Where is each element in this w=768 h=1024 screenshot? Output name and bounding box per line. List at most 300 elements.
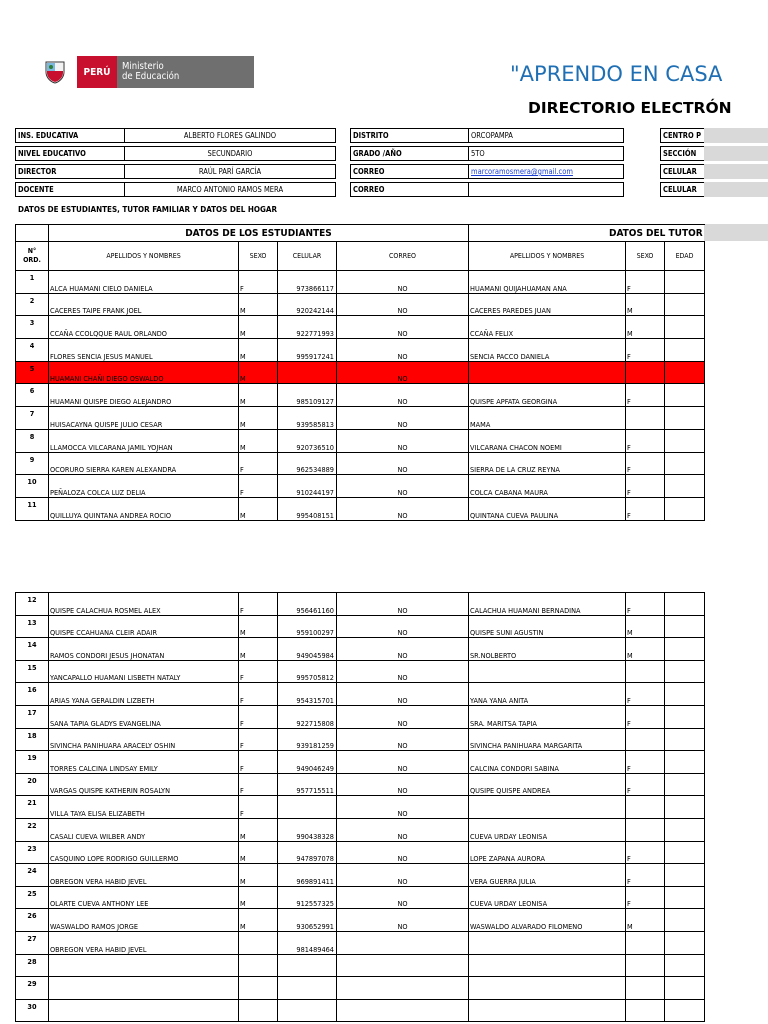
student-sex	[239, 977, 278, 1000]
tutor-age	[665, 705, 705, 728]
student-name: TORRES CALCINA LINDSAY EMILY	[49, 751, 239, 774]
student-email: NO	[337, 841, 469, 864]
tutor-age	[665, 796, 705, 819]
tutor-name	[469, 931, 626, 954]
table-row	[16, 683, 705, 706]
student-phone: 985109127	[278, 384, 337, 407]
student-name: CASALI CUEVA WILBER ANDY	[49, 818, 239, 841]
tutor-sex	[626, 796, 665, 819]
student-sex: M	[239, 638, 278, 661]
row-number: 6	[16, 384, 49, 407]
tutor-sex: F	[626, 683, 665, 706]
info-label: DIRECTOR	[15, 164, 125, 179]
tutor-age	[665, 475, 705, 498]
student-phone: 990438328	[278, 818, 337, 841]
student-phone: 922771993	[278, 316, 337, 339]
tutor-sex: F	[626, 864, 665, 887]
row-number: 2	[16, 293, 49, 316]
student-phone: 920242144	[278, 293, 337, 316]
students-table-continued	[15, 592, 705, 1022]
tutor-name: YANA YANA ANITA	[469, 683, 626, 706]
student-email: NO	[337, 339, 469, 362]
student-phone: 959100297	[278, 615, 337, 638]
row-number: 11	[16, 497, 49, 520]
tutor-sex: F	[626, 475, 665, 498]
tutor-name: QUINTANA CUEVA PAULINA	[469, 497, 626, 520]
info-label: NIVEL EDUCATIVO	[15, 146, 125, 161]
student-name: SIVINCHA PANIHUARA ARACELY OSHIN	[49, 728, 239, 751]
info-label: CENTRO P	[660, 128, 704, 143]
info-value: ALBERTO FLORES GALINDO	[124, 128, 336, 143]
student-name	[49, 999, 239, 1022]
table-row	[16, 705, 705, 728]
tutor-name: QUSIPE QUISPE ANDREA	[469, 773, 626, 796]
tutor-sex	[626, 931, 665, 954]
tutor-name: CCAÑA FELIX	[469, 316, 626, 339]
table-row	[16, 271, 705, 294]
tutor-age	[665, 339, 705, 362]
student-email: NO	[337, 818, 469, 841]
row-number: 18	[16, 728, 49, 751]
student-name: HUISACAYNA QUISPE JULIO CESAR	[49, 407, 239, 430]
tutor-name: VILCARANA CHACON NOEMI	[469, 429, 626, 452]
table-row	[16, 339, 705, 362]
tutor-age	[665, 864, 705, 887]
student-email: NO	[337, 271, 469, 294]
student-sex: M	[239, 316, 278, 339]
tutor-sex: M	[626, 316, 665, 339]
student-email: NO	[337, 773, 469, 796]
student-name: RAMOS CONDORI JESUS JHONATAN	[49, 638, 239, 661]
student-sex: M	[239, 841, 278, 864]
tutor-age	[665, 954, 705, 977]
student-phone: 995705812	[278, 660, 337, 683]
minedu-logo	[33, 56, 254, 88]
tutor-age	[665, 931, 705, 954]
student-phone: 962534889	[278, 452, 337, 475]
student-phone	[278, 977, 337, 1000]
tutor-sex: F	[626, 593, 665, 616]
row-number: 29	[16, 977, 49, 1000]
student-email: NO	[337, 683, 469, 706]
students-table	[15, 224, 705, 521]
student-phone: 912557325	[278, 886, 337, 909]
student-phone: 981489464	[278, 931, 337, 954]
row-number: 3	[16, 316, 49, 339]
student-name: CACERES TAIPE FRANK JOEL	[49, 293, 239, 316]
student-sex: F	[239, 705, 278, 728]
table-row	[16, 796, 705, 819]
table-row	[16, 384, 705, 407]
info-label: GRADO /AÑO	[350, 146, 469, 161]
table-row	[16, 497, 705, 520]
shield-icon	[33, 56, 77, 88]
tutor-age	[665, 683, 705, 706]
table-row	[16, 818, 705, 841]
row-number: 20	[16, 773, 49, 796]
row-number: 13	[16, 615, 49, 638]
tutor-name: VERA GUERRA JULIA	[469, 864, 626, 887]
tutor-name	[469, 954, 626, 977]
student-email: NO	[337, 497, 469, 520]
student-phone: 922715808	[278, 705, 337, 728]
row-number: 27	[16, 931, 49, 954]
tutor-age	[665, 407, 705, 430]
tutor-sex: F	[626, 705, 665, 728]
col-header-sex: SEXO	[239, 242, 278, 271]
student-phone: 939181259	[278, 728, 337, 751]
info-value: 5TO	[468, 146, 624, 161]
student-sex: M	[239, 497, 278, 520]
tutor-name	[469, 999, 626, 1022]
tutor-name	[469, 796, 626, 819]
row-number: 21	[16, 796, 49, 819]
row-number: 23	[16, 841, 49, 864]
tutor-sex: M	[626, 293, 665, 316]
row-number: 14	[16, 638, 49, 661]
student-sex: M	[239, 293, 278, 316]
info-value: MARCO ANTONIO RAMOS MERA	[124, 182, 336, 197]
student-email	[337, 977, 469, 1000]
student-name: WASWALDO RAMOS JORGE	[49, 909, 239, 932]
student-phone: 930652991	[278, 909, 337, 932]
tutor-name: SENCIA PACCO DANIELA	[469, 339, 626, 362]
info-label: CELULAR	[660, 164, 704, 179]
student-phone: 939585813	[278, 407, 337, 430]
tutor-sex: F	[626, 751, 665, 774]
col-header-tutor-age: EDAD	[665, 242, 705, 271]
student-name: VARGAS QUISPE KATHERIN ROSALYN	[49, 773, 239, 796]
student-name: QUISPE CCAHUANA CLEIR ADAIR	[49, 615, 239, 638]
info-label: DISTRITO	[350, 128, 469, 143]
row-number: 17	[16, 705, 49, 728]
student-sex: M	[239, 818, 278, 841]
grey-cell	[704, 182, 768, 197]
student-sex: M	[239, 339, 278, 362]
student-name: QUISPE CALACHUA ROSMEL ALEX	[49, 593, 239, 616]
table-row	[16, 728, 705, 751]
student-name	[49, 954, 239, 977]
table-row	[16, 773, 705, 796]
student-phone: 956461160	[278, 593, 337, 616]
student-email: NO	[337, 705, 469, 728]
row-number: 28	[16, 954, 49, 977]
student-name: CASQUINO LOPE RODRIGO GUILLERMO	[49, 841, 239, 864]
student-phone: 949046249	[278, 751, 337, 774]
student-sex: M	[239, 909, 278, 932]
tutor-age	[665, 638, 705, 661]
tutor-age	[665, 593, 705, 616]
tutor-name: COLCA CABANA MAURA	[469, 475, 626, 498]
student-name: PEÑALOZA COLCA LUZ DELIA	[49, 475, 239, 498]
tutor-name: CUEVA URDAY LEONISA	[469, 886, 626, 909]
ministry-line-1: Ministerio	[122, 61, 164, 72]
page-subtitle: DIRECTORIO ELECTRÓN	[528, 99, 732, 117]
student-email: NO	[337, 751, 469, 774]
student-email: NO	[337, 475, 469, 498]
col-header-email: CORREO	[337, 242, 469, 271]
table-row	[16, 407, 705, 430]
row-number: 30	[16, 999, 49, 1022]
student-sex	[239, 931, 278, 954]
section-title: DATOS DE ESTUDIANTES, TUTOR FAMILIAR Y DATOS DEL HOGAR	[18, 205, 278, 214]
info-label: INS. EDUCATIVA	[15, 128, 125, 143]
tutor-age	[665, 615, 705, 638]
tutor-age	[665, 497, 705, 520]
student-phone: 910244197	[278, 475, 337, 498]
tutor-name: CALACHUA HUAMANI BERNADINA	[469, 593, 626, 616]
student-phone: 995917241	[278, 339, 337, 362]
student-name: SANA TAPIA GLADYS EVANGELINA	[49, 705, 239, 728]
student-name: YANCAPALLO HUAMANI LISBETH NATALY	[49, 660, 239, 683]
student-email: NO	[337, 429, 469, 452]
tutor-sex: F	[626, 271, 665, 294]
table-row	[16, 751, 705, 774]
tutor-age	[665, 909, 705, 932]
student-name: ARIAS YANA GERALDIN LIZBETH	[49, 683, 239, 706]
tutor-name	[469, 977, 626, 1000]
tutor-age	[665, 977, 705, 1000]
tutor-name: CACERES PAREDES JUAN	[469, 293, 626, 316]
tutor-name: WASWALDO ALVARADO FILOMENO	[469, 909, 626, 932]
student-name: LLAMOCCA VILCARANA JAMIL YOJHAN	[49, 429, 239, 452]
tutor-sex	[626, 361, 665, 384]
tutor-age	[665, 999, 705, 1022]
tutor-sex: F	[626, 429, 665, 452]
grey-cell	[704, 128, 768, 143]
tutor-age	[665, 293, 705, 316]
tutor-age	[665, 429, 705, 452]
student-name: OLARTE CUEVA ANTHONY LEE	[49, 886, 239, 909]
email-link-text[interactable]: marcoramosmera@gmail.com	[471, 167, 573, 176]
student-name: OBREGON VERA HABID JEVEL	[49, 931, 239, 954]
page-title: "APRENDO EN CASA	[510, 62, 723, 86]
tutor-name: SIVINCHA PANIHUARA MARGARITA	[469, 728, 626, 751]
student-email: NO	[337, 407, 469, 430]
peru-label: PERÚ	[77, 56, 117, 88]
student-email: NO	[337, 316, 469, 339]
tutor-name: CALCINA CONDORI SABINA	[469, 751, 626, 774]
student-phone: 954315701	[278, 683, 337, 706]
student-email: NO	[337, 796, 469, 819]
student-phone: 920736510	[278, 429, 337, 452]
student-sex: F	[239, 660, 278, 683]
table-row	[16, 293, 705, 316]
row-number: 19	[16, 751, 49, 774]
table-row	[16, 909, 705, 932]
tutor-sex	[626, 660, 665, 683]
tutor-sex: F	[626, 452, 665, 475]
col-header-tutor-names: APELLIDOS Y NOMBRES	[469, 242, 626, 271]
student-phone	[278, 796, 337, 819]
table-row	[16, 886, 705, 909]
row-number: 1	[16, 271, 49, 294]
tutor-name: QUISPE SUNI AGUSTIN	[469, 615, 626, 638]
info-label: CELULAR	[660, 182, 704, 197]
tutor-name: SIERRA DE LA CRUZ REYNA	[469, 452, 626, 475]
table-row	[16, 841, 705, 864]
student-email: NO	[337, 361, 469, 384]
tutor-sex: F	[626, 384, 665, 407]
tutor-age	[665, 452, 705, 475]
tutor-sex: M	[626, 615, 665, 638]
table-row	[16, 954, 705, 977]
row-number: 9	[16, 452, 49, 475]
col-number-line1: N°	[27, 247, 37, 255]
table-row	[16, 452, 705, 475]
student-sex: F	[239, 593, 278, 616]
grey-cell	[704, 224, 768, 241]
student-sex: M	[239, 407, 278, 430]
tutor-age	[665, 660, 705, 683]
header-blank	[16, 225, 49, 242]
row-number: 7	[16, 407, 49, 430]
student-email: NO	[337, 593, 469, 616]
tutor-name: MAMA	[469, 407, 626, 430]
student-email: NO	[337, 638, 469, 661]
tutor-sex: F	[626, 841, 665, 864]
student-sex: F	[239, 271, 278, 294]
tutor-sex: M	[626, 638, 665, 661]
table-row	[16, 475, 705, 498]
tutor-name	[469, 660, 626, 683]
tutor-age	[665, 728, 705, 751]
student-sex: F	[239, 683, 278, 706]
row-number: 8	[16, 429, 49, 452]
student-phone: 973866117	[278, 271, 337, 294]
row-number: 25	[16, 886, 49, 909]
student-sex: M	[239, 384, 278, 407]
student-email: NO	[337, 909, 469, 932]
tutor-sex	[626, 728, 665, 751]
student-name: FLORES SENCIA JESUS MANUEL	[49, 339, 239, 362]
tutor-sex	[626, 999, 665, 1022]
row-number: 5	[16, 361, 49, 384]
student-sex: F	[239, 796, 278, 819]
table-row	[16, 361, 705, 384]
row-number: 26	[16, 909, 49, 932]
student-email: NO	[337, 864, 469, 887]
info-value: RAÚL PARÍ GARCÍA	[124, 164, 336, 179]
tutor-age	[665, 384, 705, 407]
table-row	[16, 316, 705, 339]
student-name	[49, 977, 239, 1000]
student-email: NO	[337, 728, 469, 751]
tutor-age	[665, 751, 705, 774]
student-name: CCAÑA CCOLQQUE RAUL ORLANDO	[49, 316, 239, 339]
tutor-sex	[626, 818, 665, 841]
row-number: 15	[16, 660, 49, 683]
student-email	[337, 999, 469, 1022]
info-label: SECCIÓN	[660, 146, 704, 161]
student-phone: 995408151	[278, 497, 337, 520]
table-row	[16, 999, 705, 1022]
info-value	[468, 182, 624, 197]
student-email: NO	[337, 293, 469, 316]
tutor-age	[665, 841, 705, 864]
tutor-name: LOPE ZAPANA AURORA	[469, 841, 626, 864]
row-number: 16	[16, 683, 49, 706]
tutor-name: QUISPE APFATA GEORGINA	[469, 384, 626, 407]
row-number: 22	[16, 818, 49, 841]
tutor-age	[665, 316, 705, 339]
tutor-sex	[626, 954, 665, 977]
tutor-sex	[626, 977, 665, 1000]
tutor-name: CUEVA URDAY LEONISA	[469, 818, 626, 841]
student-email	[337, 954, 469, 977]
student-sex: M	[239, 429, 278, 452]
table-row	[16, 638, 705, 661]
student-email	[337, 931, 469, 954]
info-value: ORCOPAMPA	[468, 128, 624, 143]
tutor-age	[665, 886, 705, 909]
row-number: 12	[16, 593, 49, 616]
col-header-names: APELLIDOS Y NOMBRES	[49, 242, 239, 271]
student-sex: M	[239, 886, 278, 909]
col-header-number	[16, 242, 49, 271]
col-header-tutor-sex: SEXO	[626, 242, 665, 271]
student-phone	[278, 361, 337, 384]
student-name: HUAMANI QUISPE DIEGO ALEJANDRO	[49, 384, 239, 407]
student-name: HUAMANI CHAÑI DIEGO OSWALDO	[49, 361, 239, 384]
student-email: NO	[337, 615, 469, 638]
table-row	[16, 429, 705, 452]
tutor-name: SR.NOLBERTO	[469, 638, 626, 661]
student-email: NO	[337, 660, 469, 683]
table-row	[16, 660, 705, 683]
tutor-age	[665, 271, 705, 294]
grey-cell	[704, 146, 768, 161]
row-number: 4	[16, 339, 49, 362]
student-sex: F	[239, 452, 278, 475]
student-sex: F	[239, 751, 278, 774]
student-sex: F	[239, 475, 278, 498]
student-name: OBREGON VERA HABID JEVEL	[49, 864, 239, 887]
student-phone	[278, 954, 337, 977]
tutor-name	[469, 361, 626, 384]
group-header-students: DATOS DE LOS ESTUDIANTES	[49, 225, 469, 242]
student-sex: F	[239, 773, 278, 796]
row-number: 10	[16, 475, 49, 498]
row-number: 24	[16, 864, 49, 887]
grey-cell	[704, 164, 768, 179]
student-name: VILLA TAYA ELISA ELIZABETH	[49, 796, 239, 819]
ministry-line-2: de Educación	[122, 71, 180, 82]
student-sex: F	[239, 728, 278, 751]
email-link[interactable]	[468, 164, 624, 179]
table-row	[16, 615, 705, 638]
student-name: OCORURO SIERRA KAREN ALEXANDRA	[49, 452, 239, 475]
student-email: NO	[337, 886, 469, 909]
table-row	[16, 593, 705, 616]
col-number-line2: ORD.	[23, 256, 41, 264]
student-email: NO	[337, 452, 469, 475]
tutor-sex: F	[626, 339, 665, 362]
tutor-sex: F	[626, 497, 665, 520]
info-value: SECUNDARIO	[124, 146, 336, 161]
student-sex: M	[239, 615, 278, 638]
ministry-label	[117, 62, 179, 82]
student-sex: M	[239, 361, 278, 384]
tutor-sex: F	[626, 886, 665, 909]
tutor-sex: M	[626, 909, 665, 932]
student-phone	[278, 999, 337, 1022]
student-phone: 957715511	[278, 773, 337, 796]
info-label: CORREO	[350, 182, 469, 197]
tutor-sex: F	[626, 773, 665, 796]
student-phone: 969891411	[278, 864, 337, 887]
student-phone: 949045984	[278, 638, 337, 661]
